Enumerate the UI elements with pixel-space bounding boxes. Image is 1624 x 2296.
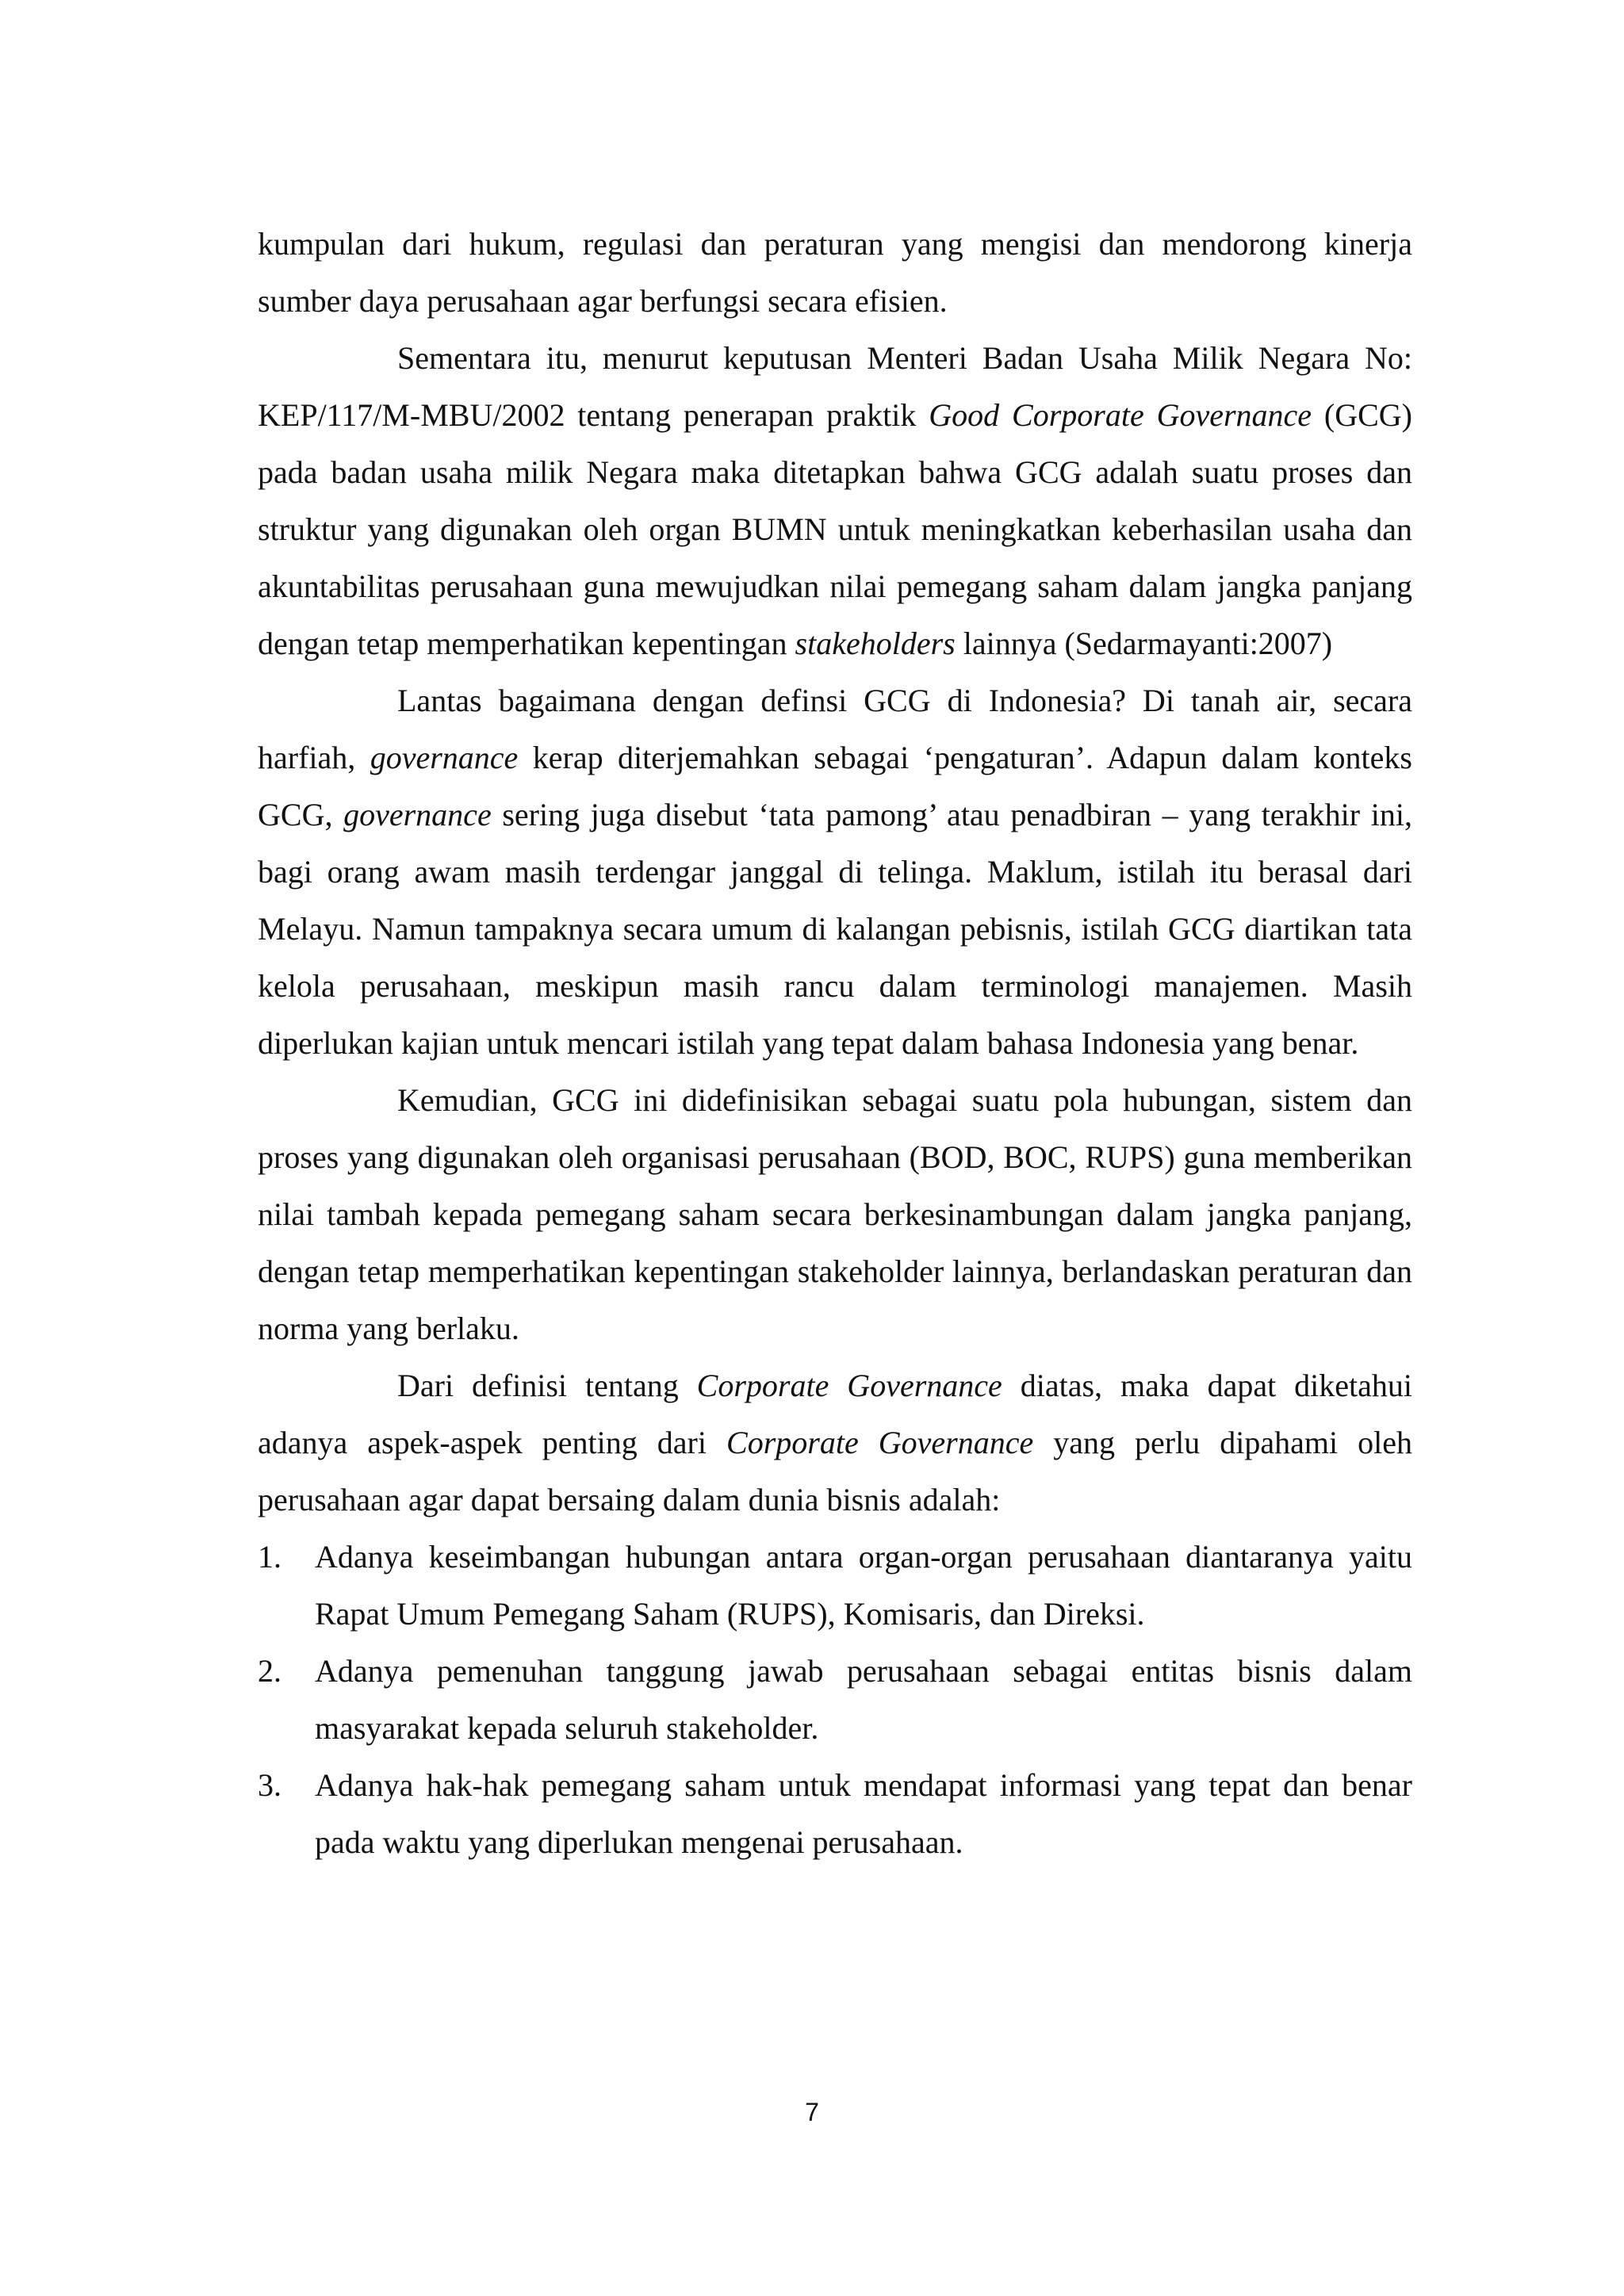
- paragraph-2-text-a: Sementara itu, menurut keputusan Menteri Badan Usaha Milik Negara No: KEP/117/M-MBU/2002 tentang penerapan praktik: [258, 340, 1412, 433]
- list-item-text: Adanya pemenuhan tanggung jawab perusahaan sebagai entitas bisnis dalam masyarakat kepada seluruh stakeholder.: [315, 1653, 1412, 1746]
- page-number: 7: [805, 2098, 819, 2126]
- list-item: [258, 1757, 1412, 1871]
- paragraph-5-text-c: diatas, maka dapat diketahui adanya aspek-aspek penting dari: [258, 1368, 1412, 1460]
- body-text: [258, 216, 1412, 1871]
- list-item-text: Adanya keseimbangan hubungan antara organ-organ perusahaan diantaranya yaitu Rapat Umum Pemegang Saham (RUPS), Komisaris, dan Direksi.: [315, 1539, 1412, 1632]
- paragraph-3-text-a: Lantas bagaimana dengan definsi GCG di Indonesia? Di tanah air, secara harfiah,: [258, 683, 1412, 775]
- list-item: [258, 1643, 1412, 1757]
- list-item: [258, 1529, 1412, 1643]
- paragraph-1: kumpulan dari hukum, regulasi dan peraturan yang mengisi dan mendorong kinerja sumber daya perusahaan agar berfungsi secara efisien.: [258, 226, 1412, 319]
- term-corporate-governance-2: Corporate Governance: [726, 1425, 1034, 1460]
- paragraph-2: [258, 330, 1412, 672]
- paragraph-3: [258, 672, 1412, 1072]
- term-governance-2: governance: [343, 797, 492, 832]
- list-number: 2.: [258, 1653, 282, 1689]
- aspects-list: [258, 1529, 1412, 1871]
- term-good-corporate-governance: Good Corporate Governance: [929, 397, 1312, 433]
- term-stakeholders: stakeholders: [795, 626, 956, 661]
- paragraph-5-text-e: yang perlu dipahami oleh perusahaan agar dapat bersaing dalam dunia bisnis adalah:: [258, 1425, 1412, 1517]
- paragraph-5: [258, 1357, 1412, 1529]
- term-governance-1: governance: [370, 740, 519, 775]
- paragraph-4: Kemudian, GCG ini didefinisikan sebagai suatu pola hubungan, sistem dan proses yang digunakan oleh organisasi perusahaan (BOD, BOC, RUPS) guna memberikan nilai tambah kepada pemegang saham secara berkesinambungan dalam jangka panjang, dengan tetap memperhatikan kepentingan stakeholder lainnya, berlandaskan peraturan dan norma yang berlaku.: [258, 1082, 1412, 1346]
- list-number: 3.: [258, 1767, 282, 1803]
- term-corporate-governance-1: Corporate Governance: [696, 1368, 1002, 1403]
- paragraph-3-text-c: kerap diterjemahkan sebagai ‘pengaturan’. Adapun dalam konteks GCG,: [258, 740, 1412, 832]
- list-item-text: Adanya hak-hak pemegang saham untuk mendapat informasi yang tepat dan benar pada waktu yang diperlukan mengenai perusahaan.: [315, 1767, 1412, 1860]
- paragraph-5-text-a: Dari definisi tentang: [397, 1368, 697, 1403]
- list-number: 1.: [258, 1539, 282, 1575]
- paragraph-3-text-e: sering juga disebut ‘tata pamong’ atau penadbiran – yang terakhir ini, bagi orang awam masih terdengar janggal di telinga. Maklum, istilah itu berasal dari Melayu. Namun tampaknya secara umum di kalangan pebisnis, istilah GCG diartikan tata kelola perusahaan, meskipun masih rancu dalam terminologi manajemen. Masih diperlukan kajian untuk mencari istilah yang tepat dalam bahasa Indonesia yang benar.: [258, 797, 1412, 1061]
- paragraph-2-text-e: lainnya (Sedarmayanti:2007): [955, 626, 1333, 661]
- paragraph-2-text-c: (GCG) pada badan usaha milik Negara maka ditetapkan bahwa GCG adalah suatu proses dan struktur yang digunakan oleh organ BUMN untuk meningkatkan keberhasilan usaha dan akuntabilitas perusahaan guna mewujudkan nilai pemegang saham dalam jangka panjang dengan tetap memperhatikan kepentingan: [258, 397, 1413, 661]
